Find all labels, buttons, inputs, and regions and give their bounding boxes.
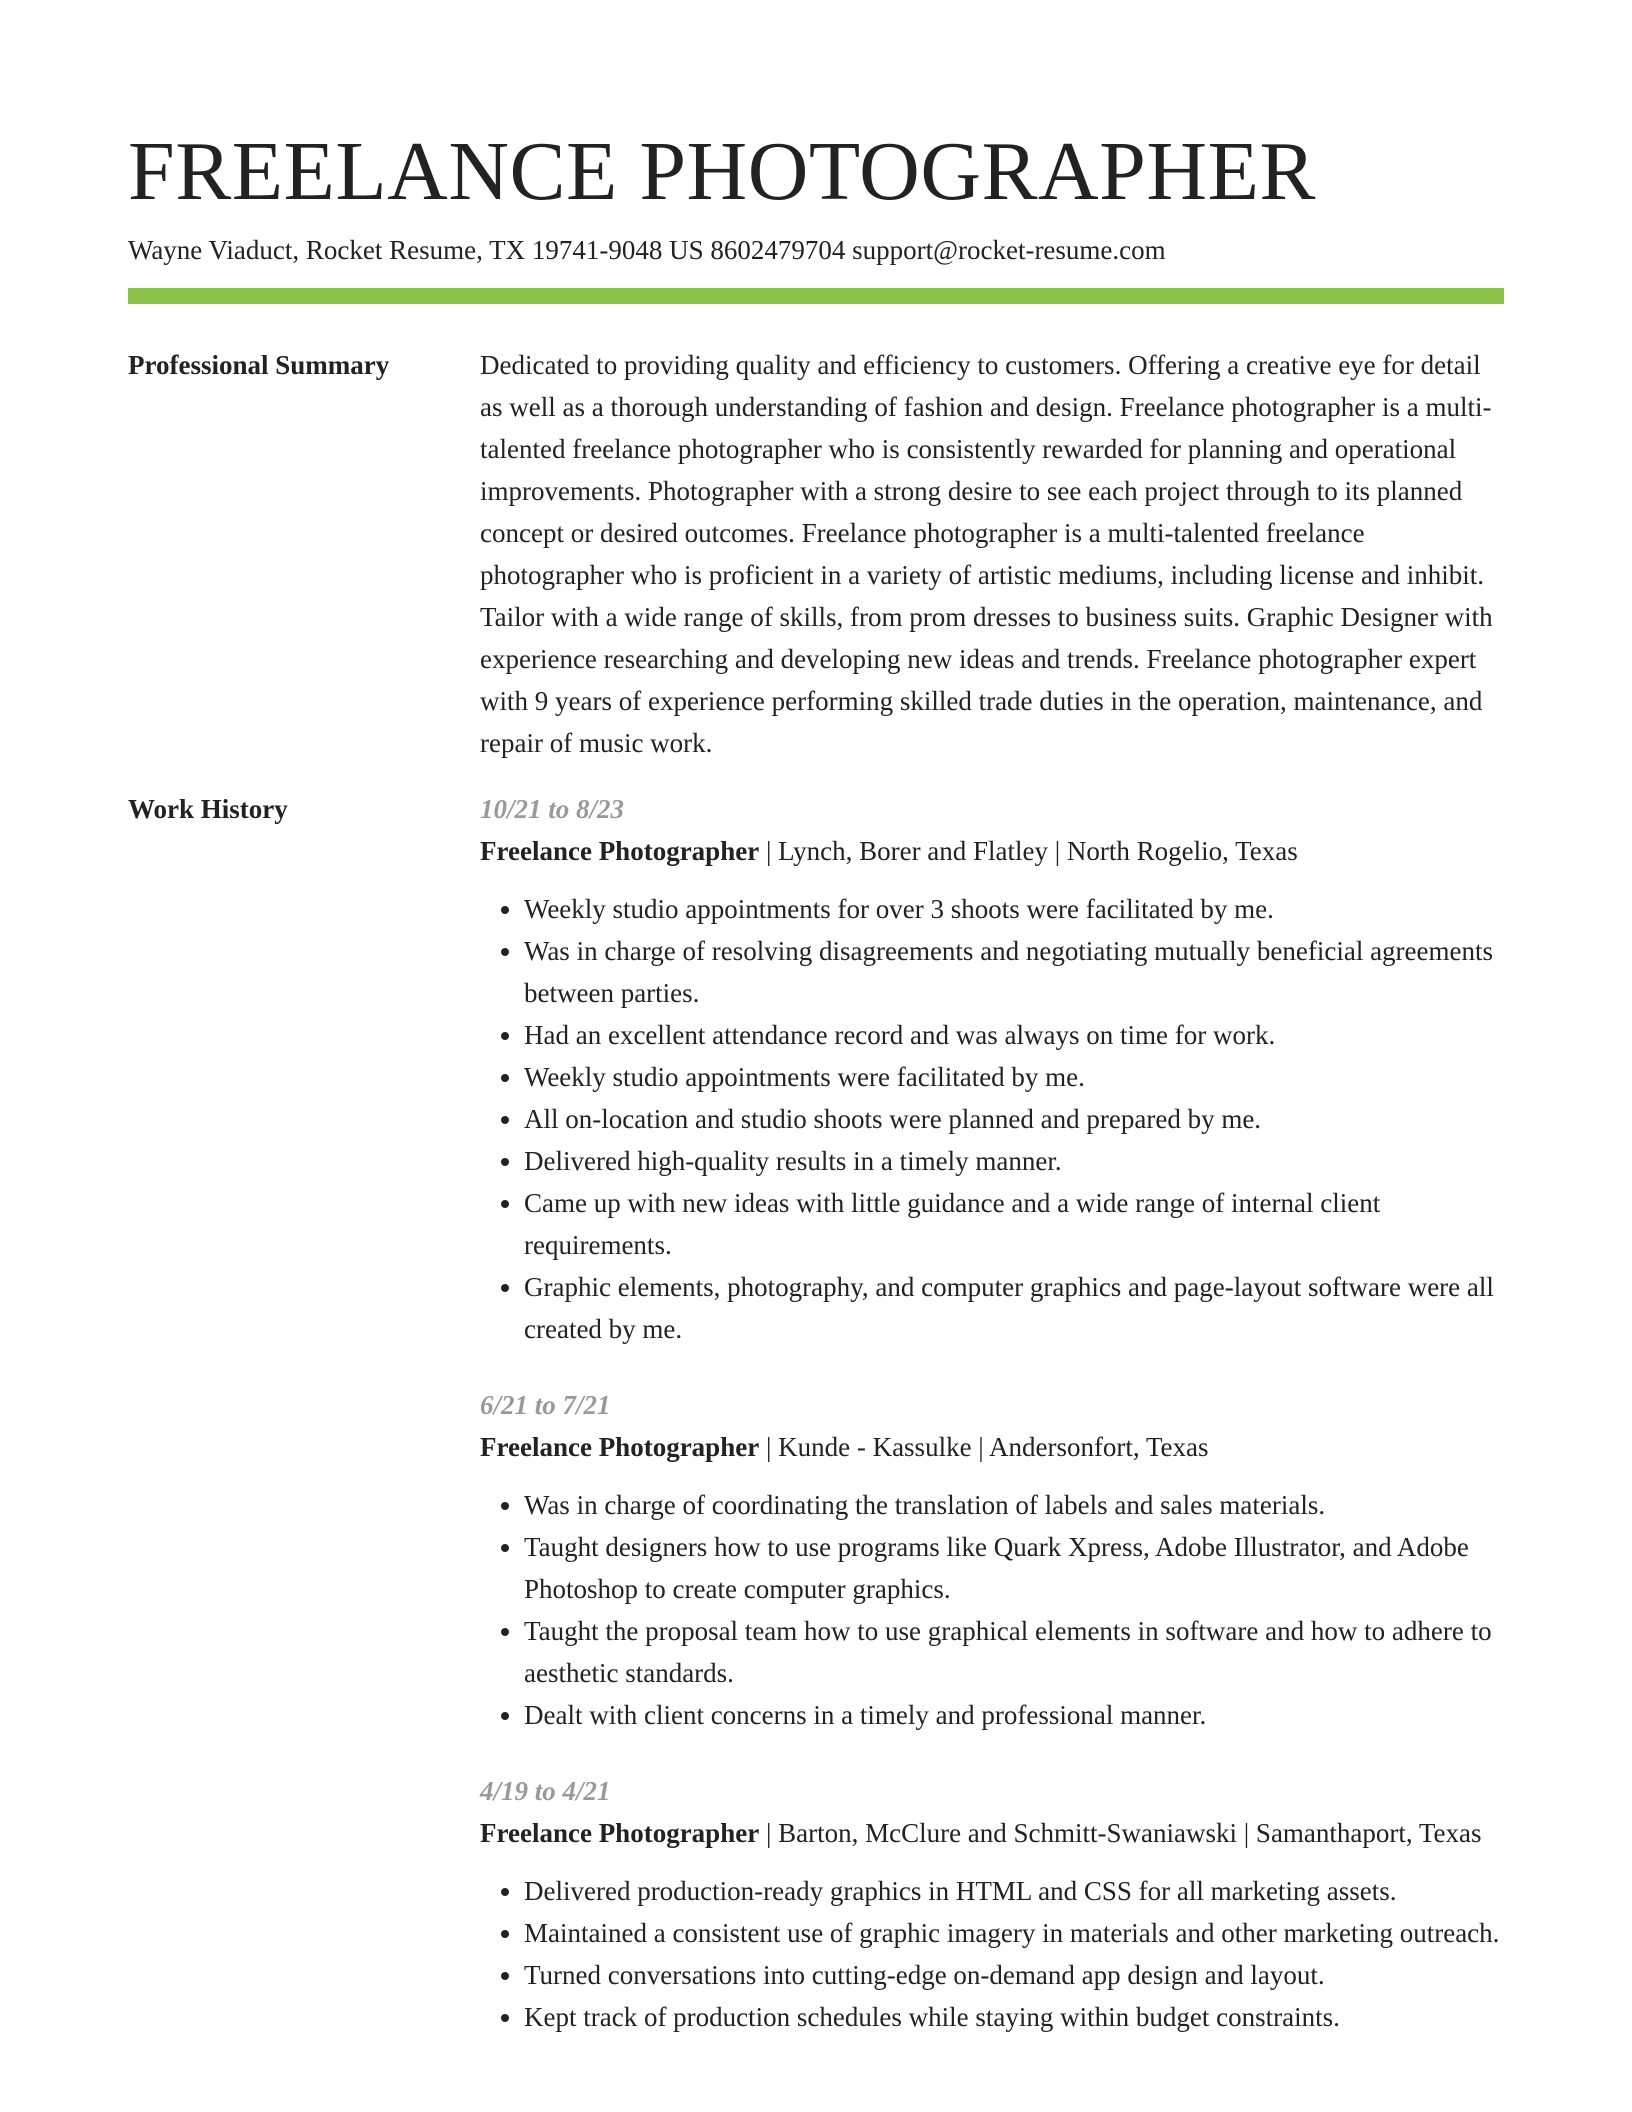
job-employer-location: | Barton, McClure and Schmitt-Swaniawski | Samanthaport, Texas xyxy=(759,1818,1482,1848)
professional-summary-section xyxy=(128,344,1504,764)
job-bullet-item: • Maintained a consistent use of graphic imagery in materials and other marketing outreach. xyxy=(524,1912,1504,1954)
job-title-line xyxy=(480,1426,1504,1468)
job-employer-location: | Lynch, Borer and Flatley | North Rogelio, Texas xyxy=(759,836,1298,866)
job-bullet-item: • Taught designers how to use programs like Quark Xpress, Adobe Illustrator, and Adobe Photoshop to create computer graphics. xyxy=(524,1526,1504,1610)
job-bullet-list xyxy=(480,888,1504,1350)
job-bullet-item: • Graphic elements, photography, and computer graphics and page-layout software were all created by me. xyxy=(524,1266,1504,1350)
job-bullet-item: • All on-location and studio shoots were planned and prepared by me. xyxy=(524,1098,1504,1140)
job-bullet-item: • Was in charge of resolving disagreements and negotiating mutually beneficial agreements between parties. xyxy=(524,930,1504,1014)
job-bullet-item: • Weekly studio appointments for over 3 shoots were facilitated by me. xyxy=(524,888,1504,930)
work-history-label: Work History xyxy=(128,794,288,824)
job-bullet-item: • Had an excellent attendance record and was always on time for work. xyxy=(524,1014,1504,1056)
job-bullet-item: • Turned conversations into cutting-edge on-demand app design and layout. xyxy=(524,1954,1504,1996)
job-entry xyxy=(480,1384,1504,1736)
job-bullet-item: • Delivered high-quality results in a timely manner. xyxy=(524,1140,1504,1182)
contact-line: Wayne Viaduct, Rocket Resume, TX 19741-9048 US 8602479704 support@rocket-resume.com xyxy=(128,235,1166,265)
job-dates: 4/19 to 4/21 xyxy=(480,1776,611,1806)
job-bullet-list xyxy=(480,1484,1504,1736)
job-bullet-item: • Came up with new ideas with little guidance and a wide range of internal client requirements. xyxy=(524,1182,1504,1266)
job-bullet-item: • Delivered production-ready graphics in HTML and CSS for all marketing assets. xyxy=(524,1870,1504,1912)
job-dates: 10/21 to 8/23 xyxy=(480,794,625,824)
job-bullet-item: • Was in charge of coordinating the translation of labels and sales materials. xyxy=(524,1484,1504,1526)
summary-section-body xyxy=(480,344,1504,764)
job-dates: 6/21 to 7/21 xyxy=(480,1390,611,1420)
work-history-body xyxy=(480,788,1504,2072)
job-title-line xyxy=(480,830,1504,872)
summary-text: Dedicated to providing quality and efficiency to customers. Offering a creative eye for detail as well as a thorough understanding of fashion and design. Freelance photographer is a multi-talented freelance photographer who is consistently rewarded for planning and operational improvements. Photographer with a strong desire to see each project through to its planned concept or desired outcomes. Freelance photographer is a multi-talented freelance photographer who is proficient in a variety of artistic mediums, including license and inhibit. Tailor with a wide range of skills, from prom dresses to business suits. Graphic Designer with experience researching and developing new ideas and trends. Freelance photographer expert with 9 years of experience performing skilled trade duties in the operation, maintenance, and repair of music work. xyxy=(480,350,1493,758)
job-bullet-list xyxy=(480,1870,1504,2038)
job-title: Freelance Photographer xyxy=(480,1818,760,1848)
work-history-section xyxy=(128,788,1504,2072)
resume-page xyxy=(128,0,1504,2072)
job-title-line xyxy=(480,1812,1504,1854)
job-title: Freelance Photographer xyxy=(480,836,760,866)
job-employer-location: | Kunde - Kassulke | Andersonfort, Texas xyxy=(759,1432,1209,1462)
job-entry xyxy=(480,788,1504,1350)
job-title: Freelance Photographer xyxy=(480,1432,760,1462)
summary-section-label: Professional Summary xyxy=(128,350,390,380)
job-bullet-item: • Taught the proposal team how to use graphical elements in software and how to adhere to aesthetic standards. xyxy=(524,1610,1504,1694)
job-bullet-item: • Weekly studio appointments were facilitated by me. xyxy=(524,1056,1504,1098)
job-entry xyxy=(480,1770,1504,2038)
job-bullet-item: • Kept track of production schedules while staying within budget constraints. xyxy=(524,1996,1504,2038)
resume-name-heading: FREELANCE PHOTOGRAPHER xyxy=(128,125,1316,218)
accent-divider xyxy=(128,288,1504,304)
job-bullet-item: • Dealt with client concerns in a timely and professional manner. xyxy=(524,1694,1504,1736)
